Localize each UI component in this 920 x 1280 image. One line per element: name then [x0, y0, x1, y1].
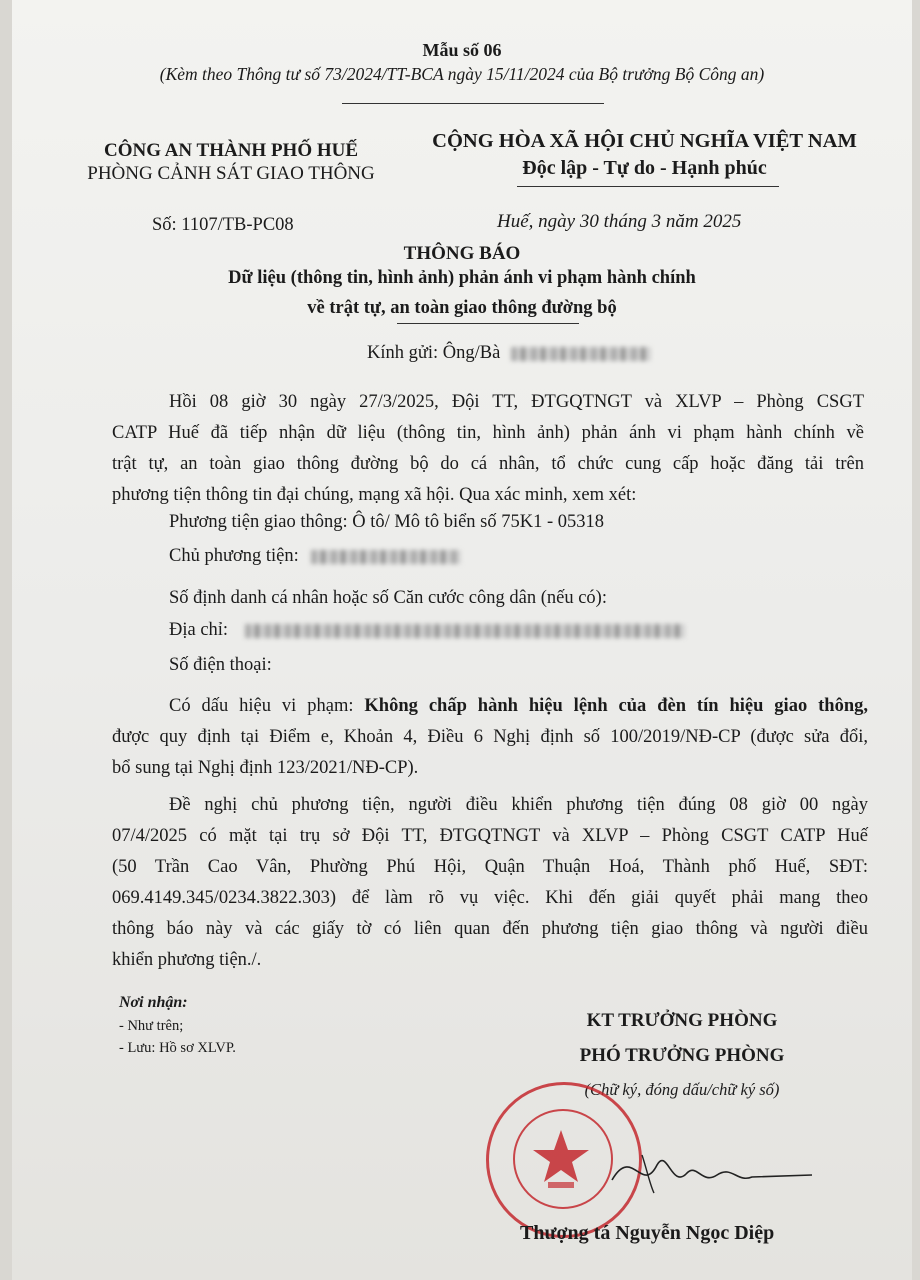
violation-prefix: Có dấu hiệu vi phạm: [169, 696, 365, 716]
violation-line-1 [112, 691, 868, 722]
request-line-6: khiển phương tiện./. [112, 950, 262, 970]
notice-subtitle-1: Dữ liệu (thông tin, hình ảnh) phản ánh vi phạm hành chính [228, 268, 696, 288]
notice-title: THÔNG BÁO [403, 243, 521, 264]
doc-number: Số: 1107/TB-PC08 [152, 215, 294, 235]
recipients-item-1: - Như trên; [119, 1018, 184, 1034]
nation-motto: Độc lập - Tự do - Hạnh phúc [522, 157, 767, 179]
violation-line-2: được quy định tại Điểm e, Khoản 4, Điều 6 Nghị định số 100/2019/NĐ-CP (được sửa đổi, [112, 727, 868, 747]
signature-note: (Chữ ký, đóng dấu/chữ ký số) [584, 1080, 780, 1099]
redacted-recipient-name [511, 347, 651, 361]
violation-text: Không chấp hành hiệu lệnh của đèn tín hiệu giao thông, [364, 696, 868, 716]
recipients-item-2: - Lưu: Hồ sơ XLVP. [119, 1040, 236, 1056]
address-label: Địa chỉ: [169, 620, 229, 640]
signature-title-2: PHÓ TRƯỞNG PHÒNG [579, 1045, 785, 1066]
recipient-line [367, 343, 651, 364]
redacted-owner-name [311, 550, 461, 564]
request-line-1: Đề nghị chủ phương tiện, người điều khiển phương tiện đúng 08 giờ 00 ngày [169, 795, 868, 815]
id-line: Số định danh cá nhân hoặc số Căn cước công dân (nếu có): [169, 588, 607, 608]
issuer-agency: CÔNG AN THÀNH PHỐ HUẾ [103, 140, 359, 161]
owner-label: Chủ phương tiện: [169, 546, 299, 566]
paragraph-intro-line-1: Hồi 08 giờ 30 ngày 27/3/2025, Đội TT, ĐTGQTNGT và XLVP – Phòng CSGT [169, 392, 864, 412]
request-line-5: thông báo này và các giấy tờ có liên quan đến phương tiện giao thông và người điều [112, 919, 868, 939]
place-date: Huế, ngày 30 tháng 3 năm 2025 [497, 211, 742, 232]
handwritten-signature [602, 1135, 822, 1205]
violation-line-3: bổ sung tại Nghị định 123/2021/NĐ-CP). [112, 758, 419, 778]
notice-subtitle-2: về trật tự, an toàn giao thông đường bộ [307, 298, 617, 318]
address-line [169, 620, 685, 641]
vehicle-line: Phương tiện giao thông: Ô tô/ Mô tô biển số 75K1 - 05318 [169, 512, 605, 532]
signer-name: Thượng tá Nguyễn Ngọc Diệp [520, 1222, 775, 1244]
issuer-department: PHÒNG CẢNH SÁT GIAO THÔNG [87, 163, 375, 184]
divider-title [397, 323, 579, 324]
paragraph-request [112, 790, 868, 976]
divider-motto [517, 186, 779, 187]
paragraph-intro-line-4: phương tiện thông tin đại chúng, mạng xã hội. Qua xác minh, xem xét: [112, 485, 637, 505]
recipient-label: Kính gửi: Ông/Bà [367, 343, 501, 363]
signature-title-1: KT TRƯỞNG PHÒNG [586, 1010, 778, 1031]
divider-form [342, 103, 604, 104]
form-number: Mẫu số 06 [422, 40, 502, 60]
paragraph-intro-line-3: trật tự, an toàn giao thông đường bộ do cá nhân, tổ chức cung cấp hoặc đăng tải trên [112, 454, 864, 474]
owner-line [169, 546, 461, 567]
paragraph-violation [112, 691, 868, 784]
request-line-4: 069.4149.345/0234.3822.303) để làm rõ vụ việc. Khi đến giải quyết phải mang theo [112, 888, 868, 908]
paragraph-intro-line-2: CATP Huế đã tiếp nhận dữ liệu (thông tin, hình ảnh) phản ánh vi phạm hành chính về [112, 423, 864, 443]
request-line-3: (50 Trần Cao Vân, Phường Phú Hội, Quận Thuận Hoá, Thành phố Huế, SĐT: [112, 857, 868, 877]
document-page [12, 0, 912, 1280]
phone-line: Số điện thoại: [169, 655, 272, 675]
nation-name: CỘNG HÒA XÃ HỘI CHỦ NGHĨA VIỆT NAM [432, 130, 857, 152]
paragraph-intro [112, 387, 864, 511]
redacted-address [245, 624, 685, 638]
request-line-2: 07/4/2025 có mặt tại trụ sở Đội TT, ĐTGQTNGT và XLVP – Phòng CSGT CATP Huế [112, 826, 868, 846]
form-reference: (Kèm theo Thông tư số 73/2024/TT-BCA ngày 15/11/2024 của Bộ trưởng Bộ Công an) [159, 64, 765, 84]
recipients-heading: Nơi nhận: [119, 994, 188, 1011]
